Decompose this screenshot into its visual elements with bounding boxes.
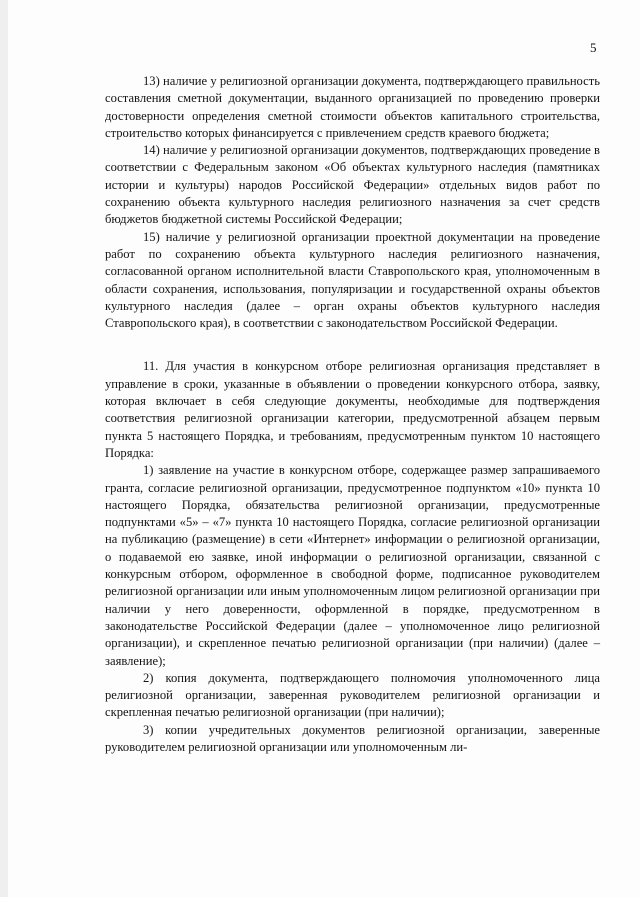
paragraph-item-15: 15) наличие у религиозной организации проектной документации на проведение работ по сохранению объекта культурного наследия религиозного назначения, согласованной органом исполнительной власти Ставропольского края, уполномоченным в области сохранения, использования, популяризации и государственной охраны объектов культурного наследия (далее – орган охраны объектов культурного наследия Ставропольского края), в соответствии с законодательством Российской Федерации. xyxy=(105,229,600,331)
section-gap xyxy=(105,332,600,358)
document-body xyxy=(105,73,600,756)
paragraph-clause-11: 11. Для участия в конкурсном отборе религиозная организация представляет в управление в сроки, указанные в объявлении о проведении конкурсного отбора, заявку, которая включает в себя следующие документы, необходимые для подтверждения соответствия религиозной организации категории, предусмотренной абзацем первым пункта 5 настоящего Порядка, и требованиям, предусмотренным пунктом 10 настоящего Порядка: xyxy=(105,359,600,460)
paragraph-item-14: 14) наличие у религиозной организации документов, подтверждающих проведение в соответствии с Федеральным законом «Об объектах культурного наследия (памятниках истории и культуры) народов Российской Федерации» отдельных видов работ по сохранению объекта культурного наследия религиозного назначения за счет средств бюджетов бюджетной системы Российской Федерации; xyxy=(105,143,600,227)
paragraph-subitem-2: 2) копия документа, подтверждающего полномочия уполномоченного лица религиозной организации, заверенная руководителем религиозной организации и скрепленная печатью религиозной организации (при наличии); xyxy=(105,670,600,720)
paragraph-item-13: 13) наличие у религиозной организации документа, подтверждающего правильность составления сметной документации, выданного организацией по проведению проверки достоверности определения сметной стоимости объектов капитального строительства, строительство которых финансируется с привлечением средств краевого бюджета; xyxy=(105,74,600,140)
paragraph-subitem-3: 3) копии учредительных документов религиозной организации, заверенные руководителем религиозной организации или уполномоченным ли- xyxy=(105,722,600,754)
page-number: 5 xyxy=(590,40,597,55)
scan-edge xyxy=(0,0,8,897)
paragraph-subitem-1: 1) заявление на участие в конкурсном отборе, содержащее размер запрашиваемого гранта, согласие религиозной организации, предусмотренное подпунктом «10» пункта 10 настоящего Порядка, обязательства религиозной организации, предусмотренные подпунктами «5» – «7» пункта 10 настоящего Порядка, согласие религиозной организации на публикацию (размещение) в сети «Интернет» информации о религиозной организации, о подаваемой ею заявке, иной информации о религиозной организации, связанной с конкурсным отбором, оформленное в свободной форме, подписанное руководителем религиозной организации или иным уполномоченным лицом религиозной организации при наличии у него доверенности, оформленной в порядке, предусмотренном в законодательстве Российской Федерации (далее – уполномоченное лицо религиозной организации), и скрепленное печатью религиозной организации (при наличии) (далее – заявление); xyxy=(105,463,600,668)
